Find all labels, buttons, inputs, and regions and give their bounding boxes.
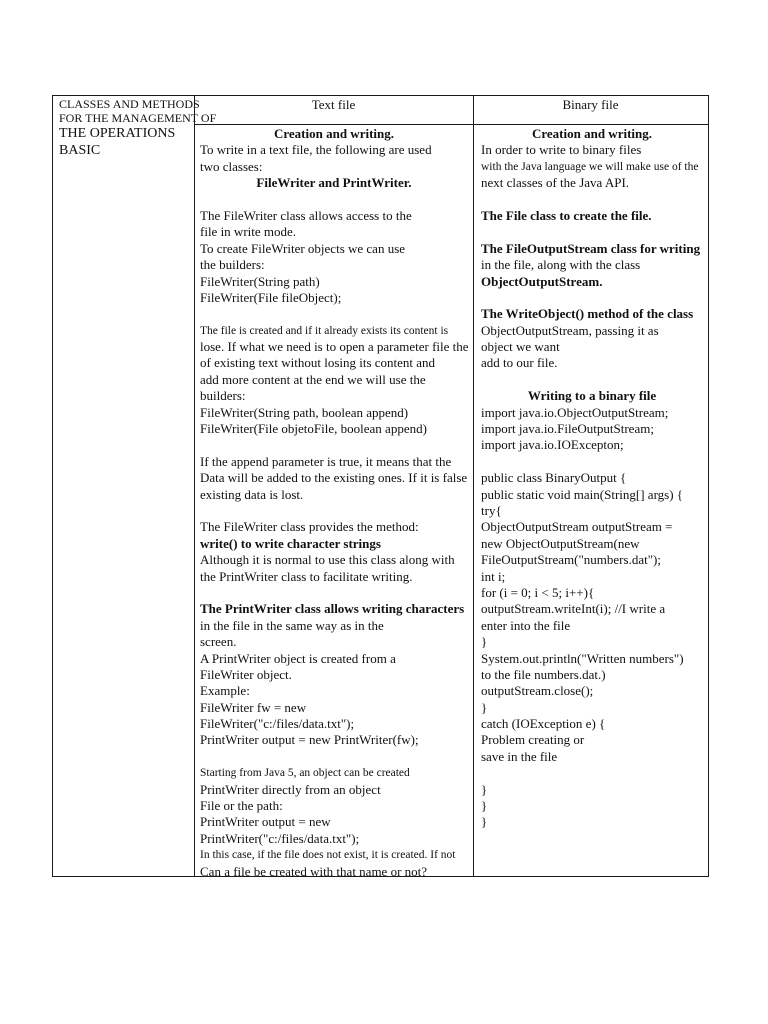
text-file-line: A PrintWriter object is created from a — [200, 650, 396, 666]
table-left-border — [52, 95, 53, 877]
text-file-line: add more content at the end we will use the — [200, 371, 426, 387]
binary-file-line: outputStream.close(); — [481, 683, 594, 699]
table-column-divider-1 — [194, 95, 195, 877]
text-file-line — [200, 503, 468, 519]
table-top-border — [52, 95, 709, 96]
left-header-line-3: THE OPERATIONS — [59, 126, 176, 141]
text-file-line: File or the path: — [200, 798, 283, 814]
text-file-line: of existing text without losing its content and — [200, 355, 436, 371]
text-file-line: PrintWriter directly from an object — [200, 781, 381, 797]
left-header-line-1: CLASSES AND METHODS — [59, 97, 200, 111]
binary-file-line: } — [481, 814, 488, 830]
text-file-line: PrintWriter output = new PrintWriter(fw); — [200, 732, 419, 748]
binary-file-line: save in the file — [481, 748, 558, 764]
text-file-line: Can a file be created with that name or not? — [200, 863, 428, 879]
text-file-line: The FileWriter class allows access to the — [200, 207, 412, 223]
text-file-line: FileWriter fw = new — [200, 699, 307, 715]
text-file-line: FileWriter("c:/files/data.txt"); — [200, 716, 355, 732]
binary-file-line: with the Java language we will make use of the — [481, 160, 699, 173]
binary-file-line: } — [481, 781, 488, 797]
binary-file-line — [481, 454, 703, 470]
binary-file-line: } — [481, 699, 488, 715]
text-file-line: The PrintWriter class allows writing characters — [200, 601, 465, 617]
binary-file-line: in the file, along with the class — [481, 257, 641, 273]
text-file-line: Starting from Java 5, an object can be created — [200, 767, 410, 780]
binary-file-line — [481, 372, 703, 388]
binary-file-line: to the file numbers.dat.) — [481, 666, 606, 682]
text-file-line: The FileWriter class provides the method: — [200, 519, 419, 535]
binary-file-line: The File class to create the file. — [481, 207, 652, 223]
binary-file-line: public static void main(String[] args) { — [481, 486, 684, 502]
table-right-border — [708, 95, 709, 877]
text-file-line: To write in a text file, the following are used — [200, 142, 432, 158]
binary-file-line: outputStream.writeInt(i); //I write a — [481, 601, 666, 617]
text-file-line: FileWriter(File fileObject); — [200, 289, 342, 305]
text-file-column-header: Text file — [311, 97, 356, 112]
binary-file-line: object we want — [481, 339, 560, 355]
binary-file-line: import java.io.ObjectOutputStream; — [481, 404, 669, 420]
binary-file-cell — [481, 126, 703, 831]
binary-file-line: int i; — [481, 568, 506, 584]
text-file-line: Data will be added to the existing ones. If it is false — [200, 470, 468, 486]
text-file-cell — [200, 126, 468, 880]
text-file-line: If the append parameter is true, it means that the — [200, 453, 452, 469]
binary-file-line: catch (IOException e) { — [481, 716, 606, 732]
text-file-line — [200, 306, 468, 322]
text-file-line: PrintWriter("c:/files/data.txt"); — [200, 830, 360, 846]
text-file-line: In this case, if the file does not exist, it is created. If not — [200, 849, 456, 862]
text-file-line: builders: — [200, 388, 246, 404]
binary-file-line: The FileOutputStream class for writing — [481, 240, 701, 256]
binary-file-line — [481, 192, 703, 208]
left-header-cell — [59, 97, 216, 160]
text-file-line: The file is created and if it already exists its content is — [200, 324, 449, 337]
text-file-line: the builders: — [200, 257, 265, 273]
text-file-line: the PrintWriter class to facilitate writing. — [200, 568, 413, 584]
binary-file-line: import java.io.IOExcepton; — [481, 437, 624, 453]
text-file-line — [200, 192, 468, 208]
binary-file-line: ObjectOutputStream, passing it as — [481, 322, 659, 338]
text-file-line: Although it is normal to use this class along with — [200, 552, 455, 568]
text-file-line — [200, 437, 468, 453]
text-file-line: FileWriter object. — [200, 666, 292, 682]
binary-file-line: enter into the file — [481, 617, 571, 633]
binary-file-line: new ObjectOutputStream(new — [481, 535, 640, 551]
text-file-line: FileWriter and PrintWriter. — [256, 175, 412, 191]
binary-file-line: FileOutputStream("numbers.dat"); — [481, 552, 661, 568]
text-file-line: FileWriter(String path) — [200, 273, 320, 289]
binary-file-line: add to our file. — [481, 355, 558, 371]
text-file-line: write() to write character strings — [200, 535, 381, 551]
binary-file-line — [481, 224, 703, 240]
table-header-separator — [194, 124, 709, 125]
text-file-line: FileWriter(String path, boolean append) — [200, 404, 409, 420]
binary-file-line: ObjectOutputStream. — [481, 273, 603, 289]
text-file-line: lose. If what we need is to open a parameter file the — [200, 339, 469, 355]
text-file-line: Example: — [200, 683, 250, 699]
binary-file-line: Writing to a binary file — [527, 388, 657, 404]
text-file-line — [200, 749, 468, 765]
binary-file-line: Creation and writing. — [531, 126, 652, 141]
binary-file-line: } — [481, 634, 488, 650]
binary-file-line: import java.io.FileOutputStream; — [481, 421, 654, 437]
binary-file-line: The WriteObject() method of the class — [481, 306, 694, 322]
left-header-line-4: BASIC — [59, 143, 101, 158]
binary-file-line: next classes of the Java API. — [481, 175, 630, 191]
binary-file-line: In order to write to binary files — [481, 142, 642, 158]
text-file-line: FileWriter(File objetoFile, boolean append) — [200, 421, 427, 437]
text-file-line: To create FileWriter objects we can use — [200, 240, 406, 256]
binary-file-line: System.out.println("Written numbers") — [481, 650, 684, 666]
binary-file-line — [481, 765, 703, 781]
binary-file-column-header: Binary file — [562, 97, 619, 112]
binary-file-line: public class BinaryOutput { — [481, 470, 627, 486]
text-file-line: screen. — [200, 634, 237, 650]
text-file-line: file in write mode. — [200, 224, 297, 240]
text-file-line — [200, 585, 468, 601]
binary-file-line — [481, 290, 703, 306]
binary-file-line: for (i = 0; i < 5; i++){ — [481, 584, 595, 600]
binary-file-line: Problem creating or — [481, 732, 585, 748]
text-file-line: Creation and writing. — [273, 126, 394, 141]
binary-file-line: try{ — [481, 502, 502, 518]
binary-file-line: ObjectOutputStream outputStream = — [481, 519, 673, 535]
text-file-line: two classes: — [200, 158, 263, 174]
left-header-line-2: FOR THE MANAGEMENT OF — [59, 111, 217, 125]
text-file-line: existing data is lost. — [200, 486, 304, 502]
table-column-divider-2 — [473, 95, 474, 877]
binary-file-line: } — [481, 798, 488, 814]
text-file-line: in the file in the same way as in the — [200, 617, 384, 633]
text-file-line: PrintWriter output = new — [200, 814, 331, 830]
